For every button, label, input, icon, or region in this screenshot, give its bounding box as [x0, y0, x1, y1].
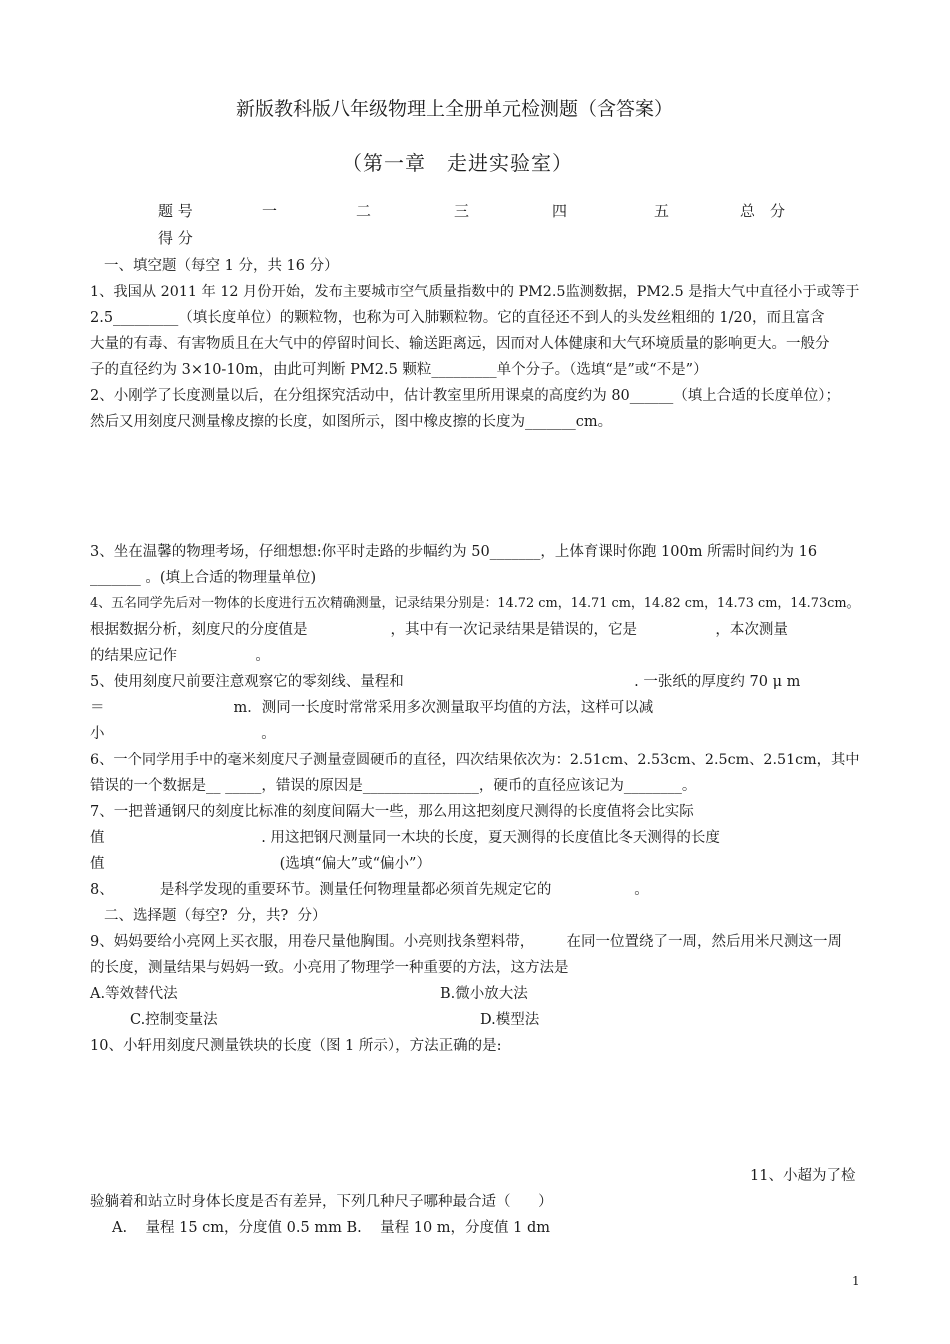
figure-placeholder-q10 — [90, 1060, 860, 1160]
question-1-line-2: 2.5_________（填长度单位）的颗粒物，也称为可入肺颗粒物。它的直径还不到人的头发丝粗细的 1/20，而且富含 — [90, 310, 825, 326]
question-9-line-2: 的长度，测量结果与妈妈一致。小亮用了物理学一种重要的方法，这方法是 — [90, 960, 569, 976]
question-11-line-1: 11、小超为了检 — [750, 1168, 856, 1184]
score-table-col-total: 总 分 — [740, 202, 786, 220]
page-number: 1 — [852, 1274, 860, 1288]
document-title: 新版教科版八年级物理上全册单元检测题（含答案） — [236, 98, 674, 120]
question-4-line-1: 4、五名同学先后对一物体的长度进行五次精确测量，记录结果分别是：14.72 cm，14.71 cm，14.82 cm，14.73 cm，14.73cm。 — [90, 596, 860, 611]
question-1-line-4: 子的直径约为 3×10-10m，由此可判断 PM2.5 颗粒_________单个分子。（选填“是”或“不是”） — [90, 362, 708, 378]
question-1-line-3: 大量的有毒、有害物质且在大气中的停留时间长、输送距离远，因而对人体健康和大气环境质量的影响更大。一般分 — [90, 336, 830, 352]
question-5-line-1: 5、使用刻度尺前要注意观察它的零刻线、量程和 . 一张纸的厚度约 70 μ m — [90, 674, 801, 690]
score-table-col-3: 三 — [454, 202, 470, 220]
question-4-line-2: 根据数据分析，刻度尺的分度值是 ，其中有一次记录结果是错误的，它是 ，本次测量 — [90, 622, 788, 638]
question-6-line-2: 错误的一个数据是__ _____，错误的原因是________________，硬币的直径应该记为________。 — [90, 778, 697, 794]
score-table-header-label: 题 号 — [158, 202, 193, 220]
question-7-line-1: 7、一把普通钢尺的刻度比标准的刻度间隔大一些，那么用这把刻度尺测得的长度值将会比实际 — [90, 804, 694, 820]
question-3-line-2: _______ 。(填上合适的物理量单位) — [90, 570, 317, 586]
question-3-line-1: 3、坐在温馨的物理考场，仔细想想:你平时走路的步幅约为 50_______，上体育课时你跑 100m 所需时间约为 16 — [90, 544, 818, 560]
question-7-line-3: 值 (选填“偏大”或“偏小”） — [90, 856, 431, 872]
question-5-line-3: 小 。 — [90, 726, 276, 742]
score-table-col-4: 四 — [552, 202, 568, 220]
score-table-score-label: 得 分 — [158, 229, 193, 247]
question-9-option-d: D.模型法 — [480, 1012, 540, 1028]
score-table-col-1: 一 — [262, 202, 278, 220]
score-table-col-5: 五 — [654, 202, 670, 220]
score-table-col-2: 二 — [356, 202, 372, 220]
section-2-heading: 二、选择题（每空? 分，共? 分） — [104, 908, 327, 924]
question-4-line-3: 的结果应记作 。 — [90, 648, 270, 664]
question-5-line-2: ＝ m．测同一长度时常常采用多次测量取平均值的方法，这样可以减 — [90, 700, 654, 716]
section-1-heading: 一、填空题（每空 1 分，共 16 分） — [104, 258, 339, 274]
question-11-line-2: 验躺着和站立时身体长度是否有差异，下列几种尺子哪种最合适（ ） — [90, 1194, 553, 1210]
question-1-line-1: 1、我国从 2011 年 12 月份开始，发布主要城市空气质量指数中的 PM2.5监测数据，PM2.5 是指大气中直径小于或等于 — [90, 284, 860, 300]
question-9-option-b: B.微小放大法 — [440, 986, 528, 1002]
question-8: 8、 是科学发现的重要环节。测量任何物理量都必须首先规定它的 。 — [90, 882, 649, 898]
question-10: 10、小轩用刻度尺测量铁块的长度（图 1 所示），方法正确的是: — [90, 1038, 502, 1054]
chapter-subtitle: （第一章 走进实验室） — [342, 151, 573, 175]
question-2-line-1: 2、小刚学了长度测量以后，在分组探究活动中，估计教室里所用课桌的高度约为 80______（填上合适的长度单位）； — [90, 388, 841, 404]
question-6-line-1: 6、一个同学用手中的毫米刻度尺子测量壹圆硬币的直径，四次结果依次为：2.51cm、2.53cm、2.5cm、2.51cm，其中 — [90, 752, 860, 768]
question-9-option-c: C.控制变量法 — [130, 1012, 218, 1028]
question-2-line-2: 然后又用刻度尺测量橡皮擦的长度，如图所示，图中橡皮擦的长度为_______cm。 — [90, 414, 613, 430]
question-11-options: A. 量程 15 cm，分度值 0.5 mm B. 量程 10 m，分度值 1 dm — [112, 1220, 551, 1236]
figure-placeholder-q2 — [90, 436, 860, 536]
question-9-line-1: 9、妈妈要给小亮网上买衣服，用卷尺量他胸围。小亮则找条塑料带， 在同一位置绕了一周，然后用米尺测这一周 — [90, 934, 842, 950]
question-7-line-2: 值 . 用这把钢尺测量同一木块的长度，夏天测得的长度值比冬天测得的长度 — [90, 830, 720, 846]
question-9-option-a: A.等效替代法 — [90, 986, 178, 1002]
